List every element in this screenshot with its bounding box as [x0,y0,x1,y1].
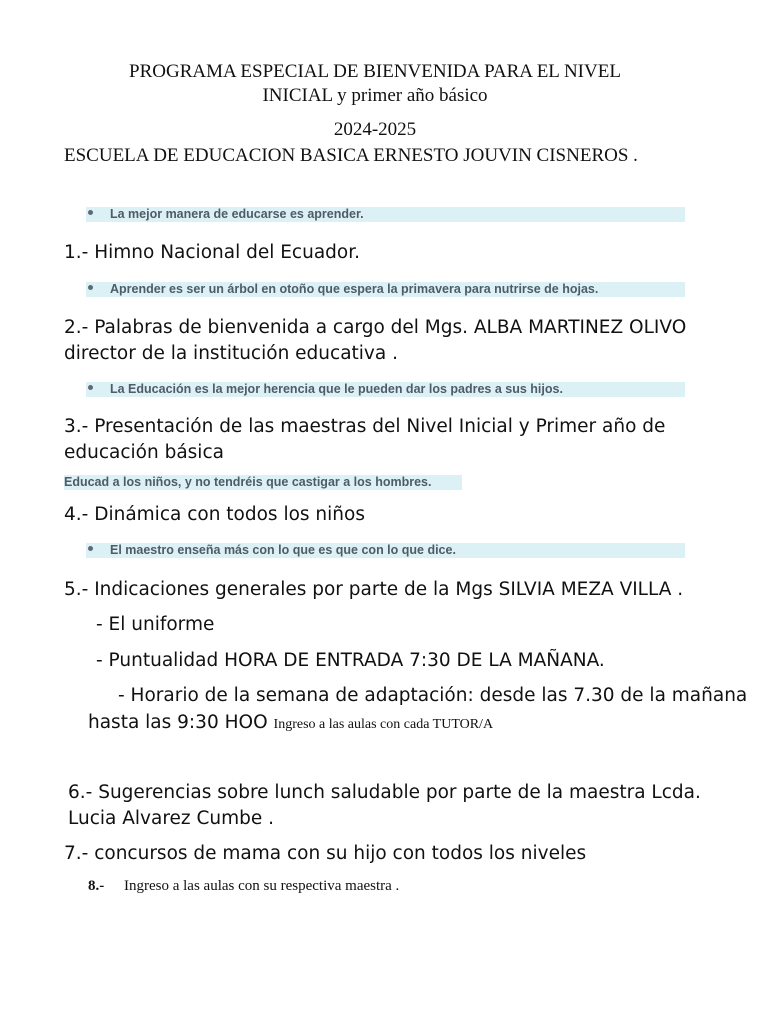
program-item-8-text: Ingreso a las aulas con su respectiva maestra . [124,878,400,894]
quote-text: El maestro enseña más con lo que es que con lo que dice. [110,543,456,557]
quote-band [86,382,685,397]
school-year: 2024-2025 [333,119,417,140]
program-item-5-sub-schedule: - Horario de la semana de adaptación: desde las 7.30 de la mañana [118,685,748,706]
program-item-2: 2.- Palabras de bienvenida a cargo del Mgs. ALBA MARTINEZ OLIVO director de la institución educativa . [64,317,687,364]
program-item-5: 5.- Indicaciones generales por parte de la Mgs SILVIA MEZA VILLA . [64,579,684,600]
schedule-note: Ingreso a las aulas con cada TUTOR/A [273,717,494,732]
bullet-icon [88,210,93,215]
quote-band [86,282,685,297]
quote-text: Aprender es ser un árbol en otoño que espera la primavera para nutrirse de hojas. [110,282,599,296]
bullet-icon [88,385,93,390]
bullet-icon [88,546,93,551]
schedule-hours: hasta las 9:30 HOO [88,712,268,733]
program-item-6: 6.- Sugerencias sobre lunch saludable por parte de la maestra Lcda. Lucia Alvarez Cumbe . [68,782,701,829]
program-item-8-number: 8.- [88,878,105,894]
document-title-line2: INICIAL y primer año básico [262,85,488,106]
program-item-3: 3.- Presentación de las maestras del Nivel Inicial y Primer año de educación básica [64,416,666,463]
program-item-7: 7.- concursos de mama con su hijo con todos los niveles [64,843,587,864]
document-title-line1: PROGRAMA ESPECIAL DE BIENVENIDA PARA EL NIVEL [129,61,621,82]
program-item-5-sub-uniform: - El uniforme [96,614,215,635]
quote-band [86,207,685,222]
program-item-1: 1.- Himno Nacional del Ecuador. [64,242,361,263]
program-item-4: 4.- Dinámica con todos los niños [64,504,365,525]
program-item-5-sub-schedule-line2 [88,710,493,738]
quote-text: La Educación es la mejor herencia que le pueden dar los padres a sus hijos. [110,382,563,396]
bullet-icon [88,285,93,290]
quote-text: Educad a los niños, y no tendréis que castigar a los hombres. [64,475,462,490]
school-name: ESCUELA DE EDUCACION BASICA ERNESTO JOUVIN CISNEROS . [64,145,638,166]
quote-band [86,543,685,558]
program-item-5-sub-punctuality: - Puntualidad HORA DE ENTRADA 7:30 DE LA MAÑANA. [96,650,605,671]
quote-text: La mejor manera de educarse es aprender. [110,207,364,221]
